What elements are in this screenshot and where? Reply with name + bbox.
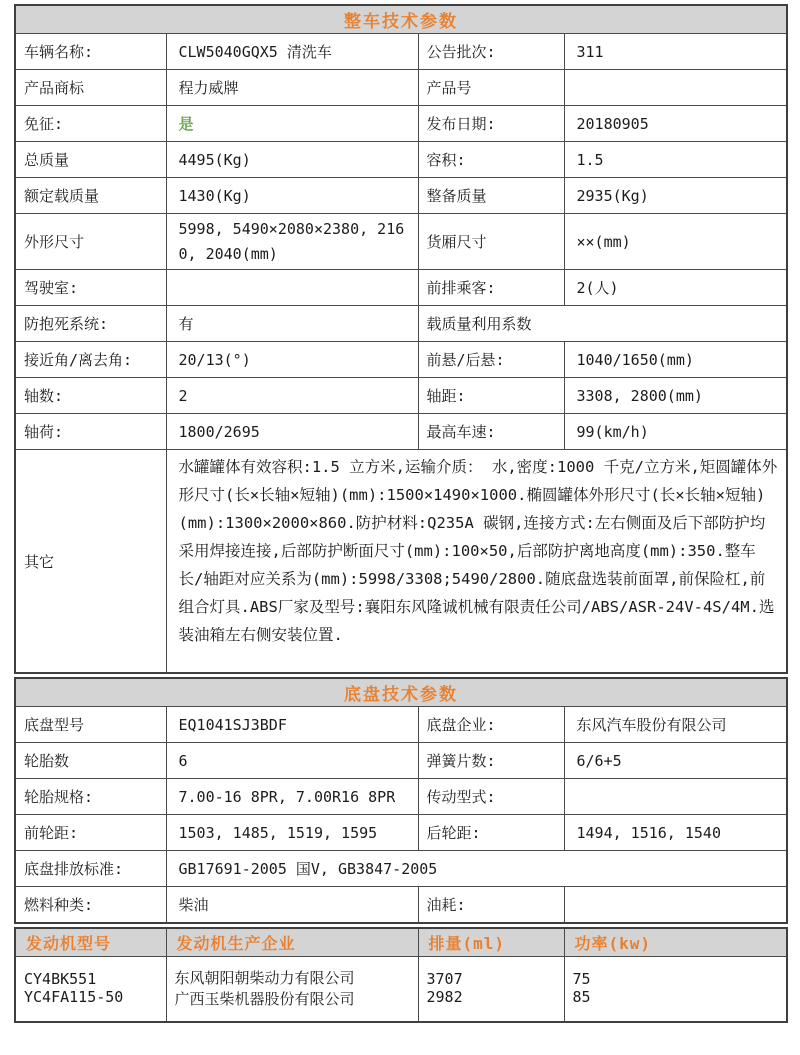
- table-row: [15, 178, 787, 214]
- table-row: [15, 414, 787, 450]
- engine-company: 广西玉柴机器股份有限公司: [166, 988, 418, 1022]
- param-label: 轮胎数: [15, 743, 166, 779]
- param-label: 容积:: [418, 142, 564, 178]
- table-row: [15, 142, 787, 178]
- param-value: [166, 270, 418, 306]
- param-value: 4495(Kg): [166, 142, 418, 178]
- exempt-status-value: 是: [166, 106, 418, 142]
- table-row: [15, 707, 787, 743]
- engine-params-table: [14, 927, 788, 1023]
- table-row: [15, 214, 787, 270]
- param-value: 1430(Kg): [166, 178, 418, 214]
- param-value: 1.5: [564, 142, 787, 178]
- param-label: 货厢尺寸: [418, 214, 564, 270]
- param-label: 最高车速:: [418, 414, 564, 450]
- param-value: 1800/2695: [166, 414, 418, 450]
- param-value: 2(人): [564, 270, 787, 306]
- table-row: [15, 270, 787, 306]
- param-value: 99(km/h): [564, 414, 787, 450]
- param-label: 轮胎规格:: [15, 779, 166, 815]
- param-label: 产品商标: [15, 70, 166, 106]
- table-row: [15, 70, 787, 106]
- param-label: 前悬/后悬:: [418, 342, 564, 378]
- param-label: 弹簧片数:: [418, 743, 564, 779]
- param-label: 车辆名称:: [15, 34, 166, 70]
- param-label: 驾驶室:: [15, 270, 166, 306]
- table-row: [15, 779, 787, 815]
- param-label: 燃料种类:: [15, 887, 166, 923]
- param-label: 轴数:: [15, 378, 166, 414]
- param-value: 5998, 5490×2080×2380, 2160, 2040(mm): [166, 214, 418, 270]
- param-value: 有: [166, 306, 418, 342]
- param-value: 20/13(°): [166, 342, 418, 378]
- param-value: 3308, 2800(mm): [564, 378, 787, 414]
- table-row-emission: [15, 851, 787, 887]
- param-value: 程力威牌: [166, 70, 418, 106]
- section-header-row: [15, 5, 787, 34]
- engine-col-header-power: 功率(kw): [564, 928, 787, 957]
- section-header-row: [15, 678, 787, 707]
- table-row: [15, 106, 787, 142]
- table-row: [15, 306, 787, 342]
- param-value: 6: [166, 743, 418, 779]
- param-value: 2935(Kg): [564, 178, 787, 214]
- chassis-params-table: [14, 677, 788, 924]
- section-title-vehicle: 整车技术参数: [15, 5, 787, 34]
- param-label: 轴荷:: [15, 414, 166, 450]
- param-value: [564, 70, 787, 106]
- engine-col-header-displacement: 排量(ml): [418, 928, 564, 957]
- param-value: EQ1041SJ3BDF: [166, 707, 418, 743]
- param-label: 传动型式:: [418, 779, 564, 815]
- table-row-other: [15, 450, 787, 674]
- param-value: 6/6+5: [564, 743, 787, 779]
- param-label: 总质量: [15, 142, 166, 178]
- engine-row: [15, 988, 787, 1022]
- param-label: 底盘型号: [15, 707, 166, 743]
- param-label: 载质量利用系数: [418, 306, 787, 342]
- param-label: 前排乘客:: [418, 270, 564, 306]
- engine-row: [15, 956, 787, 988]
- param-label: 外形尺寸: [15, 214, 166, 270]
- param-label: 底盘排放标准:: [15, 851, 166, 887]
- param-value: [564, 887, 787, 923]
- param-label: 油耗:: [418, 887, 564, 923]
- vehicle-params-table: [14, 4, 788, 674]
- engine-col-header-company: 发动机生产企业: [166, 928, 418, 957]
- param-value: 1494, 1516, 1540: [564, 815, 787, 851]
- param-value: 1503, 1485, 1519, 1595: [166, 815, 418, 851]
- table-row: [15, 378, 787, 414]
- table-row: [15, 342, 787, 378]
- table-row: [15, 743, 787, 779]
- param-value: CLW5040GQX5 清洗车: [166, 34, 418, 70]
- param-label: 额定载质量: [15, 178, 166, 214]
- table-row: [15, 815, 787, 851]
- param-label: 发布日期:: [418, 106, 564, 142]
- engine-col-header-model: 发动机型号: [15, 928, 166, 957]
- param-label: 产品号: [418, 70, 564, 106]
- engine-model: YC4FA115-50: [15, 988, 166, 1022]
- param-value: 2: [166, 378, 418, 414]
- table-row: [15, 887, 787, 923]
- engine-header-row: [15, 928, 787, 957]
- param-label: 免征:: [15, 106, 166, 142]
- param-label: 前轮距:: [15, 815, 166, 851]
- param-value: GB17691-2005 国V, GB3847-2005: [166, 851, 787, 887]
- param-label: 接近角/离去角:: [15, 342, 166, 378]
- engine-power: 85: [564, 988, 787, 1022]
- param-value: [564, 779, 787, 815]
- engine-model: CY4BK551: [15, 956, 166, 988]
- param-label: 整备质量: [418, 178, 564, 214]
- param-value: 7.00-16 8PR, 7.00R16 8PR: [166, 779, 418, 815]
- engine-displacement: 3707: [418, 956, 564, 988]
- param-value: 柴油: [166, 887, 418, 923]
- param-value: 20180905: [564, 106, 787, 142]
- param-value: 1040/1650(mm): [564, 342, 787, 378]
- section-title-chassis: 底盘技术参数: [15, 678, 787, 707]
- param-label: 后轮距:: [418, 815, 564, 851]
- engine-power: 75: [564, 956, 787, 988]
- param-label: 其它: [15, 450, 166, 674]
- param-label: 底盘企业:: [418, 707, 564, 743]
- param-value: 311: [564, 34, 787, 70]
- other-notes-text: 水罐罐体有效容积:1.5 立方米,运输介质： 水,密度:1000 千克/立方米,矩圆罐体外形尺寸(长×长轴×短轴)(mm):1500×1490×1000.椭圆罐体外形尺寸(长×长轴×短轴)(mm):1300×2000×860.防护材料:Q235A 碳钢,连接方式:左右侧面及后下部防护均采用焊接连接,后部防护断面尺寸(mm):100×50,后部防护离地高度(mm):350.整车长/轴距对应关系为(mm):5998/3308;5490/2800.随底盘选装前面罩,前保险杠,前组合灯具.ABS厂家及型号:襄阳东风隆诚机械有限责任公司/ABS/ASR-24V-4S/4M.选装油箱左右侧安装位置.: [166, 450, 787, 674]
- engine-company: 东风朝阳朝柴动力有限公司: [166, 956, 418, 988]
- table-row: [15, 34, 787, 70]
- engine-displacement: 2982: [418, 988, 564, 1022]
- param-label: 防抱死系统:: [15, 306, 166, 342]
- param-label: 轴距:: [418, 378, 564, 414]
- param-value: 东风汽车股份有限公司: [564, 707, 787, 743]
- param-value: ××(mm): [564, 214, 787, 270]
- param-label: 公告批次:: [418, 34, 564, 70]
